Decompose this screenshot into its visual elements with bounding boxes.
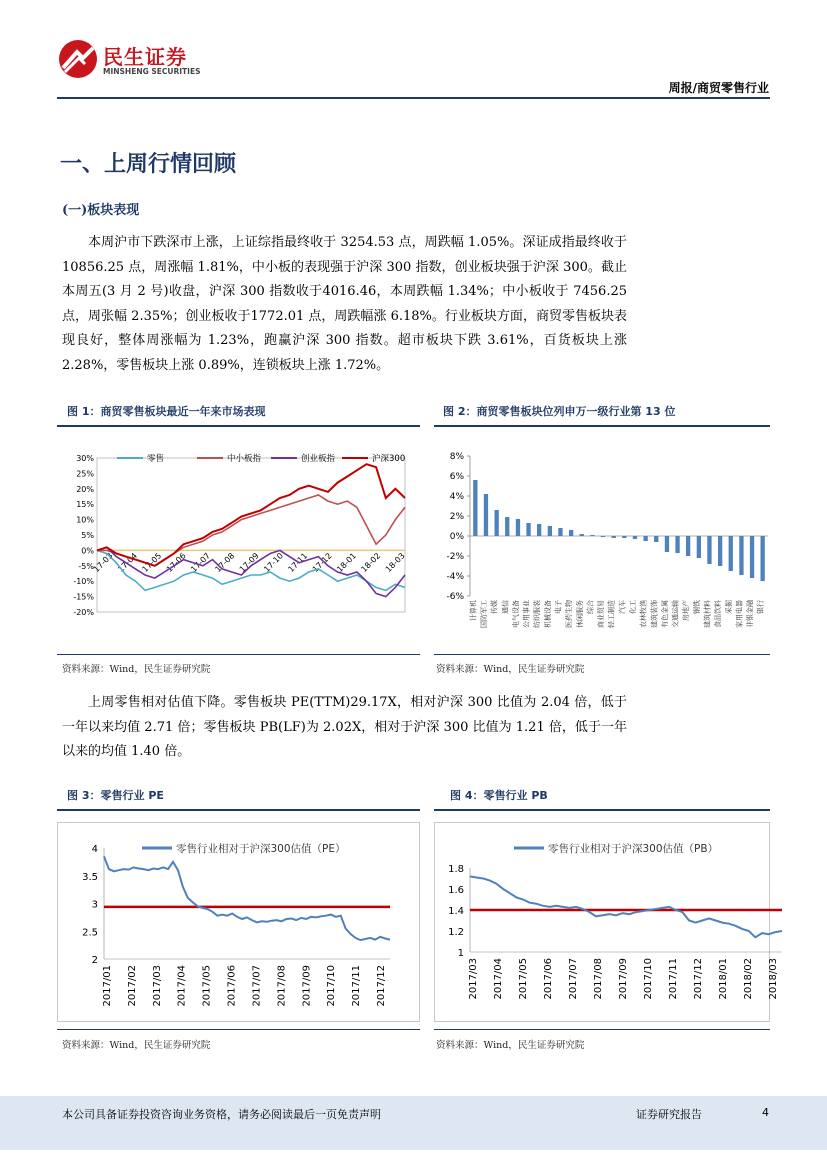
fig4-x-tick: 2018/01 — [718, 958, 729, 1000]
fig2-bar — [612, 536, 616, 538]
fig1-source-rule — [57, 654, 420, 655]
fig2-chart — [434, 440, 770, 650]
footer-disclaimer: 本公司具备证券投资咨询业务资格，请务必阅读最后一页免责声明 — [62, 1108, 381, 1121]
fig1-x-tick: 18-01 — [335, 551, 358, 575]
fig1-x-tick: 17-03 — [91, 551, 115, 575]
fig2-bar — [590, 535, 594, 536]
fig3-x-tick: 2017/11 — [351, 965, 363, 1007]
fig4-x-tick: 2017/06 — [543, 958, 554, 1000]
fig4-y-tick: 1 — [457, 948, 464, 959]
fig2-bar — [622, 536, 626, 538]
fig2-x-label: 传媒 — [490, 600, 499, 614]
fig2-bar — [718, 536, 722, 566]
fig2-bar — [761, 536, 765, 581]
fig4-title-rule — [434, 809, 770, 811]
fig3-series-line — [104, 856, 390, 940]
fig3-title: 图 3：零售行业 PE — [67, 789, 164, 802]
fig4-x-tick: 2017/10 — [643, 958, 654, 1000]
fig2-x-label: 机械设备 — [543, 600, 552, 628]
fig2-bar — [633, 536, 637, 539]
fig2-bar — [495, 510, 499, 536]
paragraph-2-text: 上周零售相对估值下降。零售板块 PE(TTM)29.17X，相对沪深 300 比值为 2.04 倍，低于一年以来均值 2.71 倍；零售板块 PB(LF)为 2.02X，相对于沪深 300 比值为 1.21 倍，低于一年以来的均值 1.40 倍。 — [62, 695, 627, 760]
fig1-source: 资料来源：Wind，民生证券研究院 — [62, 664, 211, 675]
fig2-y-tick: -2% — [446, 552, 464, 562]
fig2-x-label: 纺织服装 — [533, 600, 542, 628]
fig1-x-tick: 17-08 — [213, 551, 237, 575]
fig4-x-tick: 2017/12 — [693, 958, 704, 1000]
fig3-y-tick: 2.5 — [82, 927, 98, 939]
fig4-chart — [434, 822, 779, 1022]
fig2-bar — [750, 536, 754, 578]
fig2-bar — [548, 526, 552, 536]
fig3-x-tick: 2017/12 — [376, 965, 387, 1007]
fig1-y-tick: 15% — [76, 500, 94, 510]
fig4-y-tick: 1.4 — [448, 906, 464, 917]
paragraph-2 — [62, 691, 627, 765]
paragraph-1 — [62, 231, 627, 379]
fig2-x-label: 建筑材料 — [703, 600, 712, 628]
fig1-x-tick: 17-12 — [310, 551, 334, 575]
fig1-y-tick: -20% — [73, 608, 94, 617]
fig4-x-tick: 2017/11 — [668, 958, 679, 1000]
fig3-y-tick: 2 — [91, 955, 98, 966]
fig4-x-tick: 2018/02 — [743, 958, 754, 1000]
fig2-x-label: 化工 — [628, 600, 637, 614]
fig2-x-label: 采掘 — [724, 600, 733, 614]
report-tag: 周报/商贸零售行业 — [668, 81, 769, 95]
fig2-bar — [644, 536, 648, 541]
fig4-y-tick: 1.6 — [448, 885, 464, 896]
fig2-y-tick: 8% — [449, 452, 464, 462]
fig2-bar — [473, 480, 477, 536]
fig2-bar — [526, 523, 530, 536]
logo-cn: 民生证券 — [103, 45, 187, 69]
fig1-x-tick: 17-07 — [189, 551, 212, 575]
fig4-source-rule — [434, 1029, 770, 1030]
fig3-source-rule — [57, 1029, 420, 1030]
fig2-source: 资料来源：Wind，民生证券研究院 — [436, 664, 585, 675]
fig2-x-label: 钢铁 — [692, 600, 701, 614]
fig1-title-rule — [57, 425, 420, 427]
fig2-x-label: 房地产 — [682, 600, 691, 621]
logo-mark-icon — [57, 38, 99, 80]
fig4-x-tick: 2017/08 — [593, 958, 604, 1000]
fig4-legend-label: 零售行业相对于沪深300估值（PB） — [548, 843, 719, 855]
footer-doc-type: 证券研究报告 — [636, 1108, 702, 1121]
fig3-x-tick: 2017/09 — [301, 965, 313, 1007]
fig2-x-label: 电子 — [554, 600, 563, 614]
fig2-bar — [537, 524, 541, 536]
fig2-bar — [729, 536, 733, 571]
footer — [0, 1096, 827, 1150]
fig3-x-tick: 2017/10 — [326, 965, 338, 1007]
section-title: 一、上周行情回顾 — [60, 152, 237, 177]
fig1-x-tick: 18-02 — [359, 551, 383, 575]
fig2-y-tick: 0% — [449, 532, 464, 542]
fig2-x-label: 建筑装饰 — [650, 600, 659, 628]
fig4-source: 资料来源：Wind，民生证券研究院 — [436, 1040, 585, 1051]
fig1-y-tick: 25% — [76, 469, 94, 479]
fig2-bar — [654, 536, 658, 542]
fig2-bar — [558, 528, 562, 536]
fig3-x-tick: 2017/03 — [151, 965, 163, 1007]
fig2-x-label: 计算机 — [469, 600, 478, 621]
fig2-x-label: 综合 — [586, 600, 595, 614]
fig3-x-tick: 2017/05 — [201, 965, 213, 1007]
fig2-bar — [569, 530, 573, 536]
fig1-x-tick: 17-11 — [286, 551, 310, 575]
fig2-y-tick: -6% — [446, 592, 464, 602]
fig2-x-label: 轻工制造 — [607, 600, 616, 628]
fig2-x-label: 非银金融 — [746, 600, 755, 628]
logo-en: MINSHENG SECURITIES — [103, 67, 201, 76]
fig3-y-tick: 4 — [91, 844, 98, 855]
fig4-x-tick: 2017/05 — [518, 958, 529, 1000]
fig1-y-tick: 5% — [81, 531, 94, 540]
fig4-y-tick: 1.2 — [448, 927, 464, 938]
fig4-y-tick: 1.8 — [448, 864, 464, 875]
fig4-x-tick: 2017/09 — [618, 958, 629, 1000]
fig2-title: 图 2：商贸零售板块位列申万一级行业第 13 位 — [443, 405, 676, 418]
fig4-x-tick: 2018/03 — [768, 958, 779, 1000]
fig2-x-label: 休闲服务 — [575, 600, 584, 628]
fig2-x-label: 食品饮料 — [714, 600, 723, 628]
fig2-x-label: 有色金属 — [660, 600, 669, 628]
fig2-bar — [697, 536, 701, 558]
section-subtitle: (一)板块表现 — [62, 203, 140, 218]
fig1-x-tick: 17-10 — [262, 551, 285, 575]
fig1-x-tick: 17-06 — [164, 551, 188, 575]
fig3-source: 资料来源：Wind，民生证券研究院 — [62, 1040, 211, 1051]
header-rule — [57, 97, 770, 99]
fig3-legend-label: 零售行业相对于沪深300估值（PE） — [176, 843, 346, 855]
fig1-title: 图 1：商贸零售板块最近一年来市场表现 — [67, 405, 266, 418]
fig1-y-tick: -10% — [73, 577, 94, 587]
fig2-y-tick: 6% — [449, 472, 464, 482]
fig1-legend-label: 创业板指 — [301, 454, 336, 464]
fig4-x-tick: 2017/04 — [493, 958, 504, 1000]
fig1-y-tick: 30% — [76, 454, 94, 463]
fig2-x-label: 交通运输 — [671, 600, 680, 628]
fig1-chart — [57, 440, 420, 650]
fig1-x-tick: 18-03 — [383, 551, 407, 575]
fig1-legend-label: 零售 — [147, 454, 165, 464]
fig2-bar — [665, 536, 669, 552]
fig2-x-label: 家用电器 — [735, 600, 744, 628]
fig4-series-line — [470, 876, 782, 937]
page-number: 4 — [762, 1106, 769, 1119]
paragraph-1-text: 本周沪市下跌深市上涨，上证综指最终收于 3254.53 点，周跌幅 1.05%。深证成指最终收于 10856.25 点，周涨幅 1.81%，中小板的表现强于沪深 300 指数，创业板块强于沪深 300。截止本周五(3 月 2 号)收盘，沪深 300 指数收于4016.46，本周跌幅 1.34%；中小板收于 7456.25 点，周张幅 2.35%；创业板收于1772.01 点，周跌幅涨 6.18%。行业板块方面，商贸零售板块表现良好，整体周涨幅为 1.23%，跑赢沪深 300 指数。超市板块下跌 3.61%，百货板块上涨 2.28%，零售板块上涨 0.89%，连锁板块上涨 1.72%。 — [62, 235, 627, 373]
fig2-bar — [601, 536, 605, 537]
fig2-x-label: 公用事业 — [522, 600, 531, 628]
fig3-x-tick: 2017/04 — [176, 965, 188, 1007]
fig4-title: 图 4：零售行业 PB — [450, 789, 548, 802]
fig4-x-tick: 2017/03 — [468, 958, 479, 1000]
fig2-x-label: 汽车 — [618, 600, 627, 614]
fig2-title-rule — [434, 425, 770, 427]
fig1-y-tick: 0% — [81, 546, 94, 556]
fig2-bar — [675, 536, 679, 553]
fig2-source-rule — [434, 654, 770, 655]
fig1-legend-label: 沪深300 — [372, 454, 406, 464]
fig1-x-tick: 17-05 — [140, 551, 164, 575]
fig3-y-tick: 3.5 — [82, 871, 98, 883]
fig1-y-tick: -5% — [78, 561, 94, 571]
fig2-bar — [505, 517, 509, 536]
fig2-x-label: 医药生物 — [565, 600, 574, 628]
fig2-y-tick: -4% — [446, 572, 464, 582]
fig3-x-tick: 2017/01 — [102, 965, 113, 1007]
fig3-chart — [57, 822, 420, 1022]
fig1-y-tick: 10% — [76, 515, 94, 525]
fig3-y-tick: 3 — [91, 899, 98, 911]
fig2-x-label: 商业贸易 — [597, 600, 606, 628]
fig3-x-tick: 2017/07 — [251, 965, 263, 1007]
fig2-x-label: 电气设备 — [511, 600, 520, 628]
fig2-x-label: 国防军工 — [479, 600, 488, 628]
fig2-x-label: 农林牧渔 — [639, 600, 648, 628]
fig1-y-tick: -15% — [73, 592, 94, 602]
fig2-bar — [484, 494, 488, 536]
fig1-legend-label: 中小板指 — [227, 454, 262, 464]
fig1-x-tick: 17-09 — [237, 551, 261, 575]
fig3-x-tick: 2017/08 — [276, 965, 288, 1007]
fig2-x-label: 通信 — [501, 600, 510, 614]
fig1-x-tick: 17-04 — [116, 551, 139, 575]
fig2-y-tick: 2% — [449, 512, 464, 522]
fig2-x-label: 银行 — [756, 600, 765, 614]
fig2-bar — [516, 519, 520, 536]
fig3-x-tick: 2017/06 — [226, 965, 238, 1007]
fig1-y-tick: 20% — [76, 484, 94, 494]
fig4-x-tick: 2017/07 — [568, 958, 579, 1000]
fig2-bar — [739, 536, 743, 575]
logo — [57, 38, 217, 80]
fig2-bar — [707, 536, 711, 564]
fig2-y-tick: 4% — [449, 492, 464, 502]
fig2-bar — [686, 536, 690, 556]
fig3-x-tick: 2017/02 — [126, 965, 138, 1007]
fig2-bar — [580, 534, 584, 536]
fig3-title-rule — [57, 809, 420, 811]
